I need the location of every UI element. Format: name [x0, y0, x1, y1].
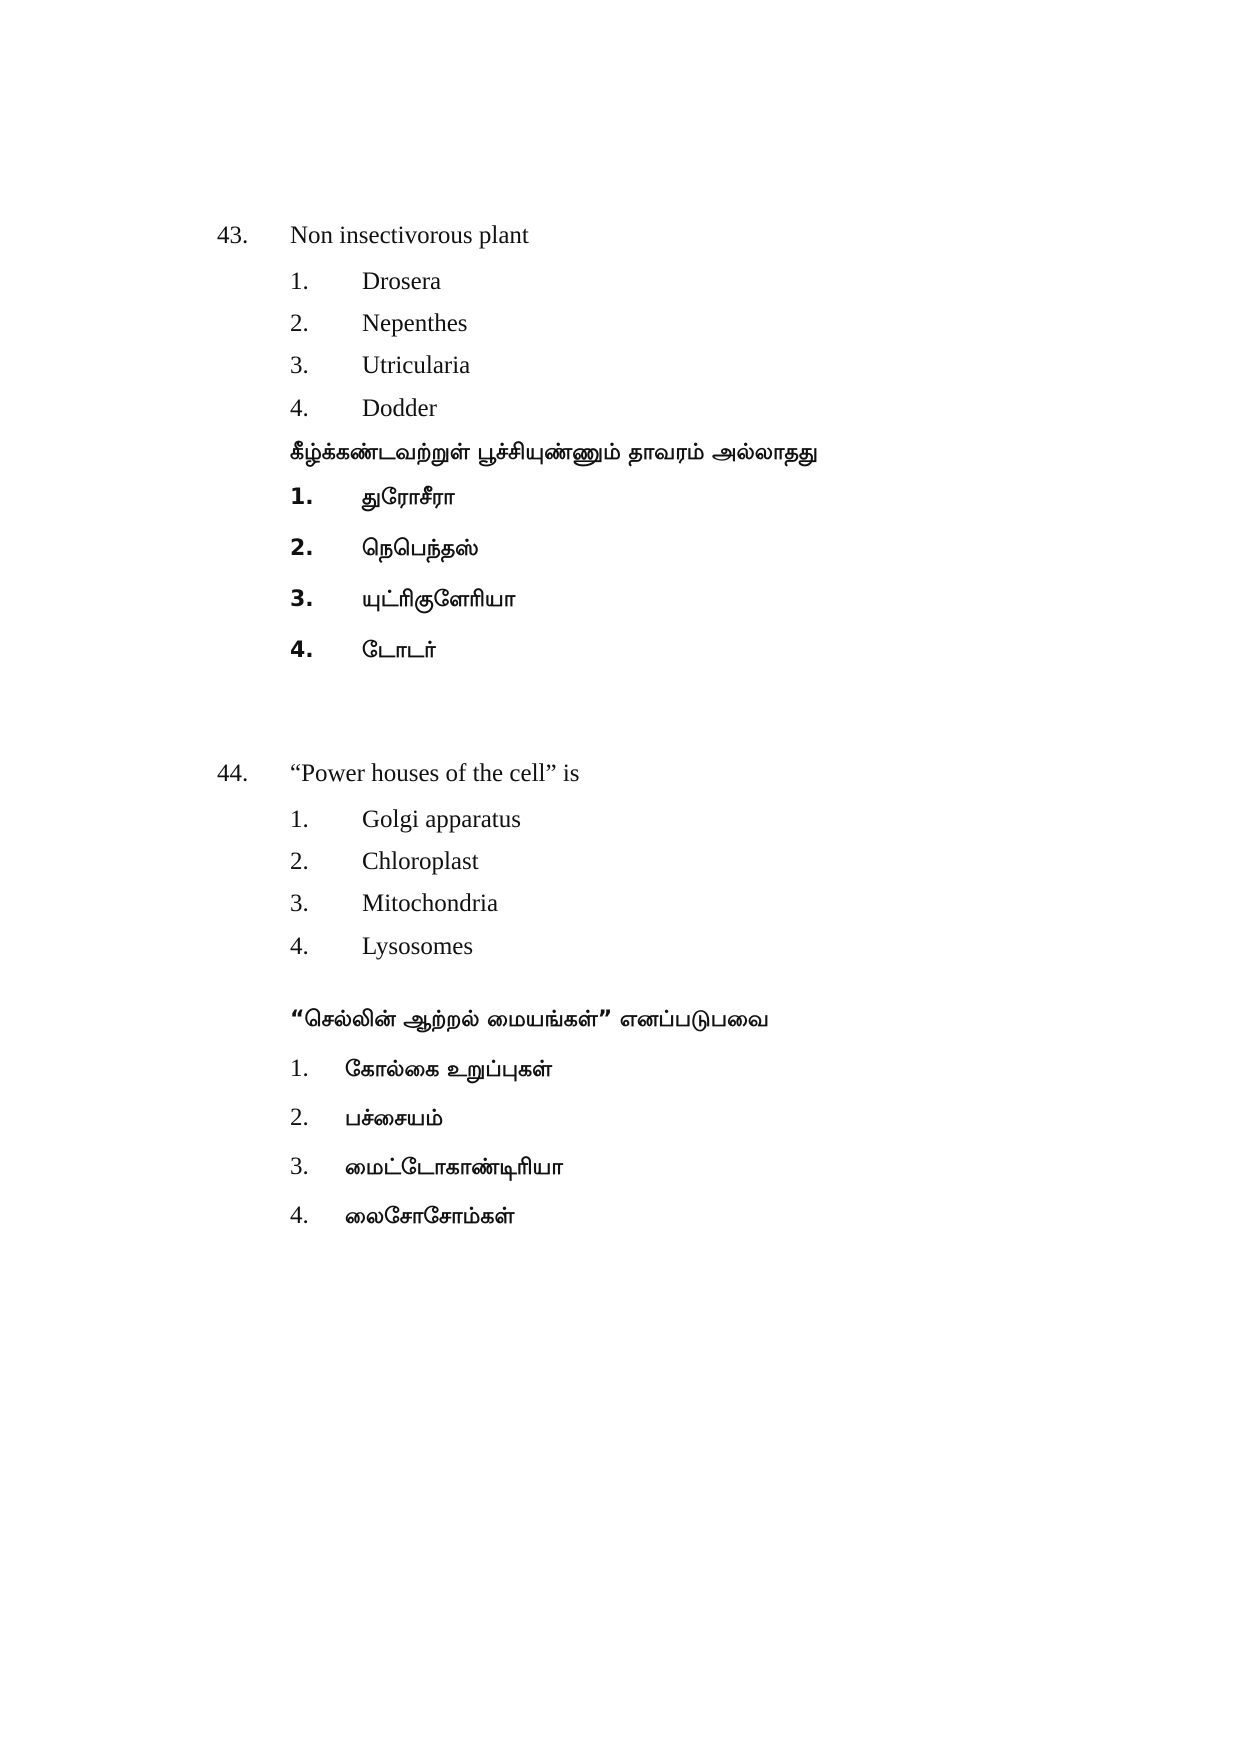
question-text-ta: “செல்லின் ஆற்றல் மையங்கள்” எனப்படுபவை [290, 1007, 769, 1032]
option-text-ta: யுட்ரிகுளேரியா [362, 587, 516, 612]
option-text-ta: பச்சையம் [345, 1106, 444, 1131]
option-number: 1. [290, 268, 309, 295]
option-text: Dodder [362, 395, 437, 422]
option-text: Drosera [362, 268, 442, 295]
option-text-ta: கோல்கை உறுப்புகள் [345, 1057, 553, 1082]
question-text-ta: கீழ்க்கண்டவற்றுள் பூச்சியுண்ணும் தாவரம் அல்லாதது [290, 440, 818, 465]
option-text: Mitochondria [362, 890, 499, 917]
question-number: 43. [217, 222, 249, 249]
option-number: 3. [290, 890, 309, 917]
option-number: 3. [290, 1153, 309, 1180]
option-text: Nepenthes [362, 310, 468, 337]
option-number: 2. [290, 536, 314, 561]
question-text-en: “Power houses of the cell” is [290, 760, 580, 787]
option-number: 2. [290, 1104, 309, 1131]
option-number: 4. [290, 933, 309, 960]
option-text: Golgi apparatus [362, 806, 521, 833]
option-text-ta: டோடர் [362, 638, 436, 663]
option-number: 3. [290, 587, 314, 612]
option-text-ta: மைட்டோகாண்டிரியா [345, 1155, 563, 1180]
option-number: 1. [290, 806, 309, 833]
option-number: 4. [290, 395, 309, 422]
question-text-en: Non insectivorous plant [290, 222, 529, 249]
option-text: Lysosomes [362, 933, 474, 960]
option-number: 2. [290, 848, 309, 875]
option-number: 4. [290, 1202, 309, 1229]
option-number: 1. [290, 485, 314, 510]
option-text: Utricularia [362, 352, 471, 379]
option-text-ta: துரோசீரா [362, 485, 455, 510]
option-text-ta: லைசோசோம்கள் [345, 1204, 515, 1229]
question-number: 44. [217, 760, 249, 787]
option-number: 4. [290, 638, 314, 663]
option-text: Chloroplast [362, 848, 479, 875]
option-number: 1. [290, 1055, 309, 1082]
option-number: 3. [290, 352, 309, 379]
option-text-ta: நெபெந்தஸ் [362, 536, 479, 561]
option-number: 2. [290, 310, 309, 337]
